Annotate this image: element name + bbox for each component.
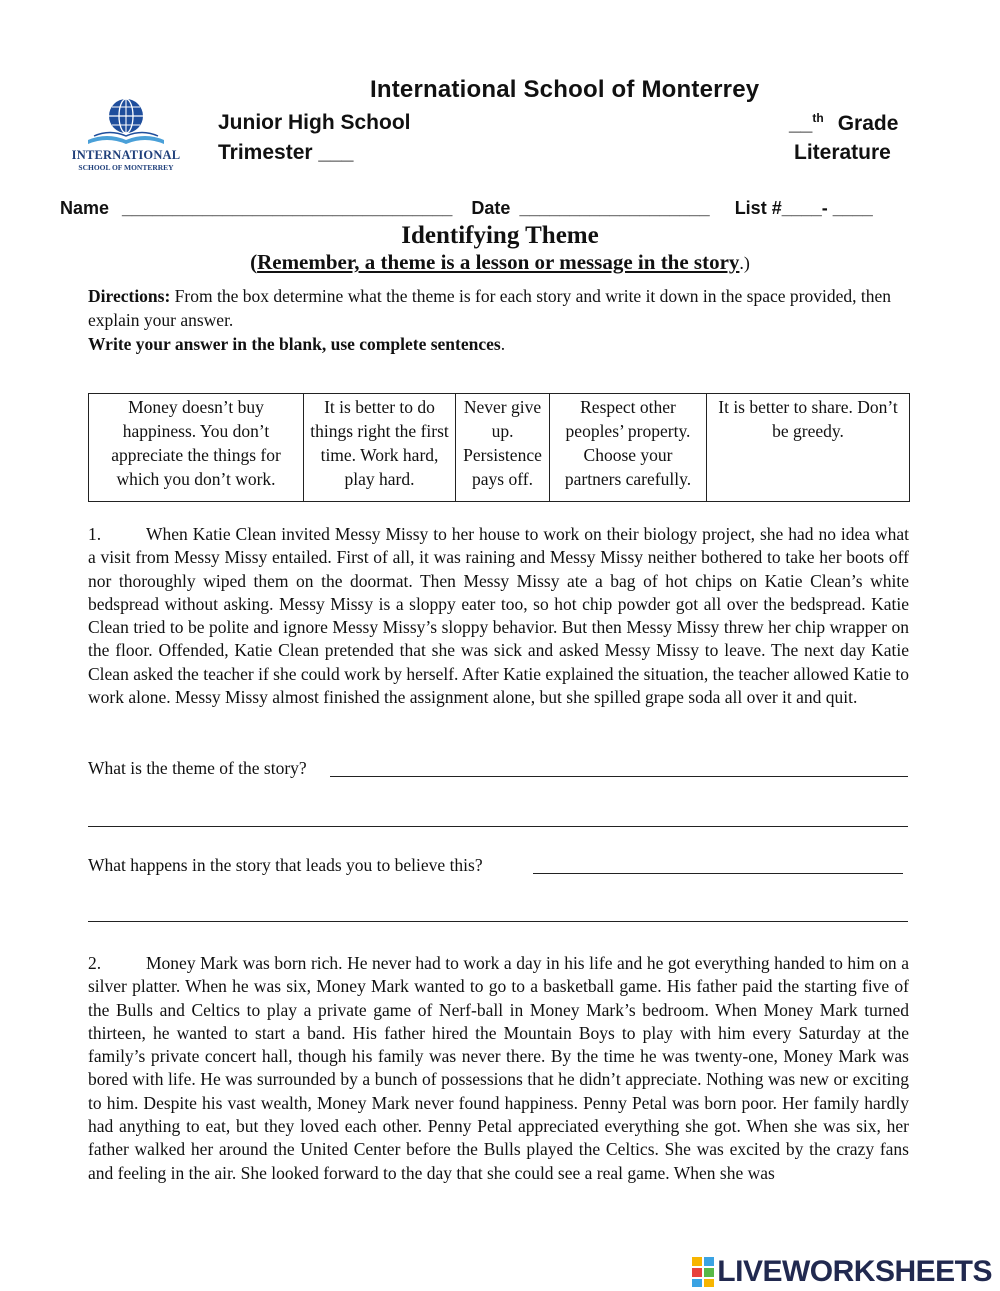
grade-field[interactable] [789, 111, 898, 136]
trimester-field[interactable]: Trimester ___ [218, 141, 354, 164]
liveworksheets-brand: LIVEWORKSHEETS [717, 1255, 992, 1288]
theme-option: It is better to share. Don’t be greedy. [707, 394, 910, 502]
subject-label: Literature [794, 141, 891, 164]
instruction-text: Write your answer in the blank, use complete sentences [88, 334, 501, 354]
instruction-period: . [500, 334, 506, 354]
grade-superscript: th [812, 111, 824, 125]
subtitle-close: .) [739, 253, 750, 273]
story-1 [88, 523, 909, 709]
instruction-line [88, 332, 898, 356]
student-info-row [60, 198, 940, 219]
theme-row [89, 394, 910, 502]
worksheet-subtitle [0, 250, 1000, 275]
date-label: Date [471, 198, 511, 218]
logo-text-primary: INTERNATIONAL [71, 148, 181, 162]
theme-option: Never give up. Persistence pays off. [456, 394, 550, 502]
list-number-field[interactable]: List #____- ____ [734, 198, 873, 218]
story-number: 1. [88, 524, 102, 544]
logo-text-secondary: SCHOOL OF MONTERREY [78, 163, 174, 172]
directions-text: From the box determine what the theme is for each story and write it down in the space provided, then explain your answer. [88, 286, 892, 330]
worksheet-title: Identifying Theme [401, 222, 599, 249]
evidence-question-1: What happens in the story that leads you to believe this? [88, 855, 483, 875]
theme-option: Respect other peoples’ property. Choose your partners carefully. [550, 394, 707, 502]
story-text: Money Mark was born rich. He never had to work a day in his life and he got everything handed to him on a silver platter. When he was six, Money Mark wanted to go to a basketball game. His father paid the starting five of the Bulls and Celtics to play a private game of Nerf-ball in Money Mark’s bedroom. When Money Mark turned thirteen, he wanted to start a band. His father hired the Mountain Boys to play with him every Saturday at the family’s private concert hall, though his family was never there. By the time he was twenty-one, Money Mark was bored with life. He was surrounded by a bunch of possessions that he didn’t appreciate. Nothing was new or exciting to him. Despite his vast wealth, Money Mark never found happiness. Penny Petal was born poor. Her family hardly had anything to eat, but they loved each other. Penny Petal appreciated everything she got. When she was six, her father walked her around the United Center before the Bulls played the Celtics. She was excited by the crazy fans and feeling in the air. She looked forward to the day that she could see a real game. When she was [88, 953, 909, 1183]
story-number: 2. [88, 953, 102, 973]
directions-paragraph [88, 284, 898, 332]
school-name: International School of Monterrey [370, 76, 760, 103]
subtitle-text: Remember, a theme is a lesson or message in the story [257, 250, 740, 274]
evidence-answer-line-1[interactable] [533, 873, 903, 874]
directions-label: Directions: [88, 286, 171, 306]
grade-label: Grade [837, 112, 899, 135]
grade-blank: __ [789, 112, 813, 135]
date-input-line[interactable]: ___________________ [519, 198, 710, 218]
division-label: Junior High School [218, 111, 411, 134]
theme-option: It is better to do things right the first time. Work hard, play hard. [304, 394, 456, 502]
name-label: Name [60, 198, 110, 218]
theme-answer-line-2[interactable] [88, 826, 908, 827]
liveworksheets-logo [692, 1255, 992, 1289]
theme-question-1: What is the theme of the story? [88, 758, 307, 778]
name-input-line[interactable]: _________________________________ [122, 198, 453, 218]
theme-options-box [88, 393, 910, 502]
theme-option: Money doesn’t buy happiness. You don’t appreciate the things for which you don’t work. [89, 394, 304, 502]
liveworksheets-icon [692, 1257, 714, 1287]
theme-answer-line-1[interactable] [330, 776, 908, 777]
school-logo [66, 96, 186, 176]
subtitle-open: ( [250, 250, 258, 274]
story-text: When Katie Clean invited Messy Missy to her house to work on their biology project, she had no idea what a visit from Messy Missy entailed. First of all, it was raining and Messy Missy neither bothered to take her boots off nor thoroughly wiped them on the doormat. Then Messy Missy ate a bag of hot chips on Katie Clean’s white bedspread without asking. Messy Missy is a sloppy eater too, so hot chip powder got all over the bedspread. Katie Clean tried to be polite and ignore Messy Missy’s sloppy behavior. But then Messy Missy threw her chip wrapper on the floor. Offended, Katie Clean pretended that she was sick and asked Messy Missy to leave. The next day Katie Clean asked the teacher if she could work by herself. After Katie explained the situation, the teacher allowed Katie to work alone. Messy Missy almost finished the assignment alone, but she spilled grape soda all over it and quit. [88, 524, 909, 708]
directions [88, 284, 898, 356]
story-2 [88, 952, 909, 1185]
evidence-answer-line-2[interactable] [88, 921, 908, 922]
